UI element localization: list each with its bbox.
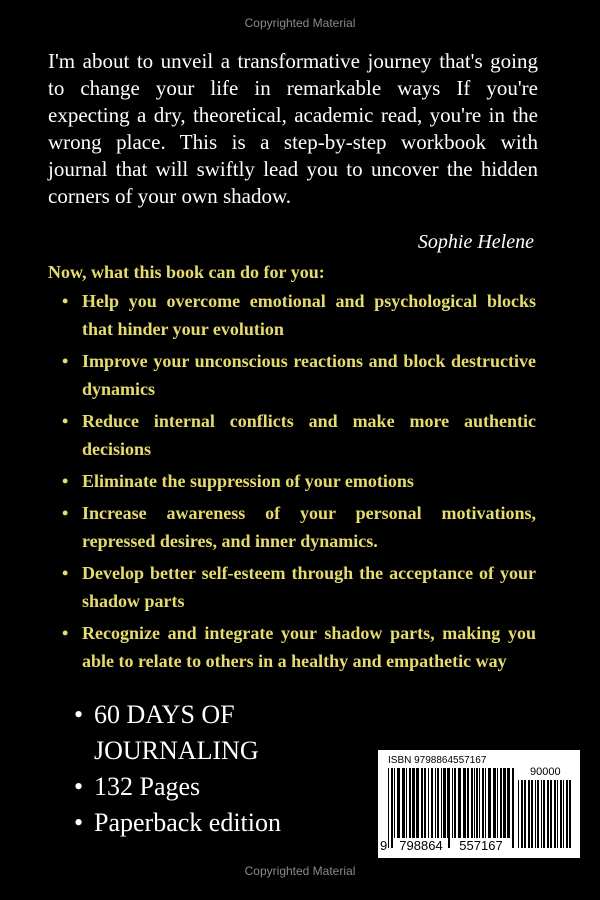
barcode-bar [537, 780, 539, 848]
barcode-bar [394, 768, 395, 848]
barcode-bar [391, 768, 393, 848]
benefit-item [62, 559, 536, 615]
bullet-icon: • [62, 623, 69, 643]
barcode-bar [421, 768, 423, 848]
barcode-bar [535, 780, 536, 848]
barcode-bar [416, 768, 419, 848]
barcode-bar [543, 780, 545, 848]
barcode-bar [485, 768, 486, 848]
barcode-bar [493, 768, 496, 848]
barcode-bar [428, 768, 429, 848]
isbn-barcode [378, 750, 580, 858]
barcode-bar [566, 780, 568, 848]
barcode-bar [424, 768, 426, 848]
barcode-bar [458, 768, 461, 848]
barcode-bar [476, 768, 478, 848]
barcode-bar [443, 768, 446, 848]
barcode-bar [471, 768, 473, 848]
barcode-bar [431, 768, 433, 848]
feature-text: 60 DAYS OF JOURNALING [94, 700, 259, 765]
barcode-lead-digit: 9 [380, 838, 388, 853]
bullet-icon: • [74, 772, 84, 801]
barcode-digits-right: 557167 [452, 838, 510, 853]
benefit-text: Eliminate the suppression of your emotions [82, 471, 414, 491]
price-code: 90000 [530, 766, 561, 778]
barcode-bar [467, 768, 469, 848]
barcode-bar [402, 768, 405, 848]
benefit-text: Increase awareness of your personal motivations, repressed desires, and inner dynamics. [82, 503, 536, 551]
benefit-text: Help you overcome emotional and psychological blocks that hinder your evolution [82, 291, 536, 339]
barcode-bar [482, 768, 484, 848]
barcode-bar [569, 780, 571, 848]
barcode-bar [435, 768, 436, 848]
barcode-bar [454, 768, 456, 848]
benefits-heading: Now, what this book can do for you: [48, 262, 325, 282]
barcode-bar [452, 768, 453, 848]
barcode-bar [397, 768, 400, 848]
bullet-icon: • [62, 471, 69, 491]
barcode-bar [547, 780, 549, 848]
barcode-bar [557, 780, 558, 848]
feature-text: Paperback edition [94, 808, 281, 837]
bullet-icon: • [62, 291, 69, 311]
barcode-bar [441, 768, 442, 848]
barcode-bar [503, 768, 506, 848]
bullet-icon: • [74, 808, 84, 837]
benefit-item [62, 619, 536, 675]
bullet-icon: • [62, 503, 69, 523]
bullet-icon: • [62, 411, 69, 431]
barcode-bar [447, 768, 450, 848]
barcode-bar [474, 768, 475, 848]
barcode-bar [412, 768, 415, 848]
benefit-item [62, 467, 536, 495]
benefit-item [62, 347, 536, 403]
barcode-bar [488, 768, 491, 848]
barcode-bar [406, 768, 407, 848]
barcode-bar [554, 780, 556, 848]
features-list [74, 697, 374, 841]
benefit-text: Reduce internal conflicts and make more authentic decisions [82, 411, 536, 459]
benefits-list [62, 287, 536, 679]
barcode-bar [500, 768, 502, 848]
feature-item [74, 805, 374, 841]
copyright-watermark-bottom: Copyrighted Material [244, 864, 356, 878]
barcode-bar [531, 780, 533, 848]
benefit-item [62, 407, 536, 463]
benefit-text: Develop better self-esteem through the acceptance of your shadow parts [82, 563, 536, 611]
barcode-bar [409, 768, 411, 848]
feature-item [74, 697, 374, 769]
isbn-label: ISBN 9798864557167 [388, 755, 487, 766]
benefit-text: Improve your unconscious reactions and block destructive dynamics [82, 351, 536, 399]
copyright-watermark-top: Copyrighted Material [244, 16, 356, 30]
barcode-bar [541, 780, 542, 848]
barcode-bars [388, 768, 514, 848]
intro-paragraph: I'm about to unveil a transformative journey that's going to change your life in remarkable ways If you're expecting a dry, theoretical, academic read, you're in the wrong place. This is a step-by-step workbook with journal that will swiftly lead you to uncover the hidden corners of your own shadow. [48, 49, 538, 208]
barcode-bar [388, 768, 389, 848]
bullet-icon: • [74, 700, 84, 729]
barcode-bar [497, 768, 498, 848]
benefit-item [62, 499, 536, 555]
barcode-bar [524, 780, 526, 848]
barcode-bar [563, 780, 564, 848]
barcode-bar [518, 780, 519, 848]
author-signature: Sophie Helene [417, 231, 534, 253]
feature-text: 132 Pages [94, 772, 201, 801]
barcode-bar [437, 768, 439, 848]
barcode-bar [507, 768, 510, 848]
barcode-bar [560, 780, 562, 848]
barcode-bar [479, 768, 480, 848]
feature-item [74, 769, 374, 805]
benefit-item [62, 287, 536, 343]
barcode-bar [512, 768, 514, 848]
barcode-bar [463, 768, 466, 848]
barcode-bar [528, 780, 530, 848]
benefit-text: Recognize and integrate your shadow parts, making you able to relate to others in a healthy and empathetic way [82, 623, 536, 671]
bullet-icon: • [62, 351, 69, 371]
barcode-bar [521, 780, 523, 848]
addon-barcode-bars [518, 780, 574, 848]
bullet-icon: • [62, 563, 69, 583]
barcode-bar [550, 780, 552, 848]
barcode-digits-left: 798864 [394, 838, 448, 853]
